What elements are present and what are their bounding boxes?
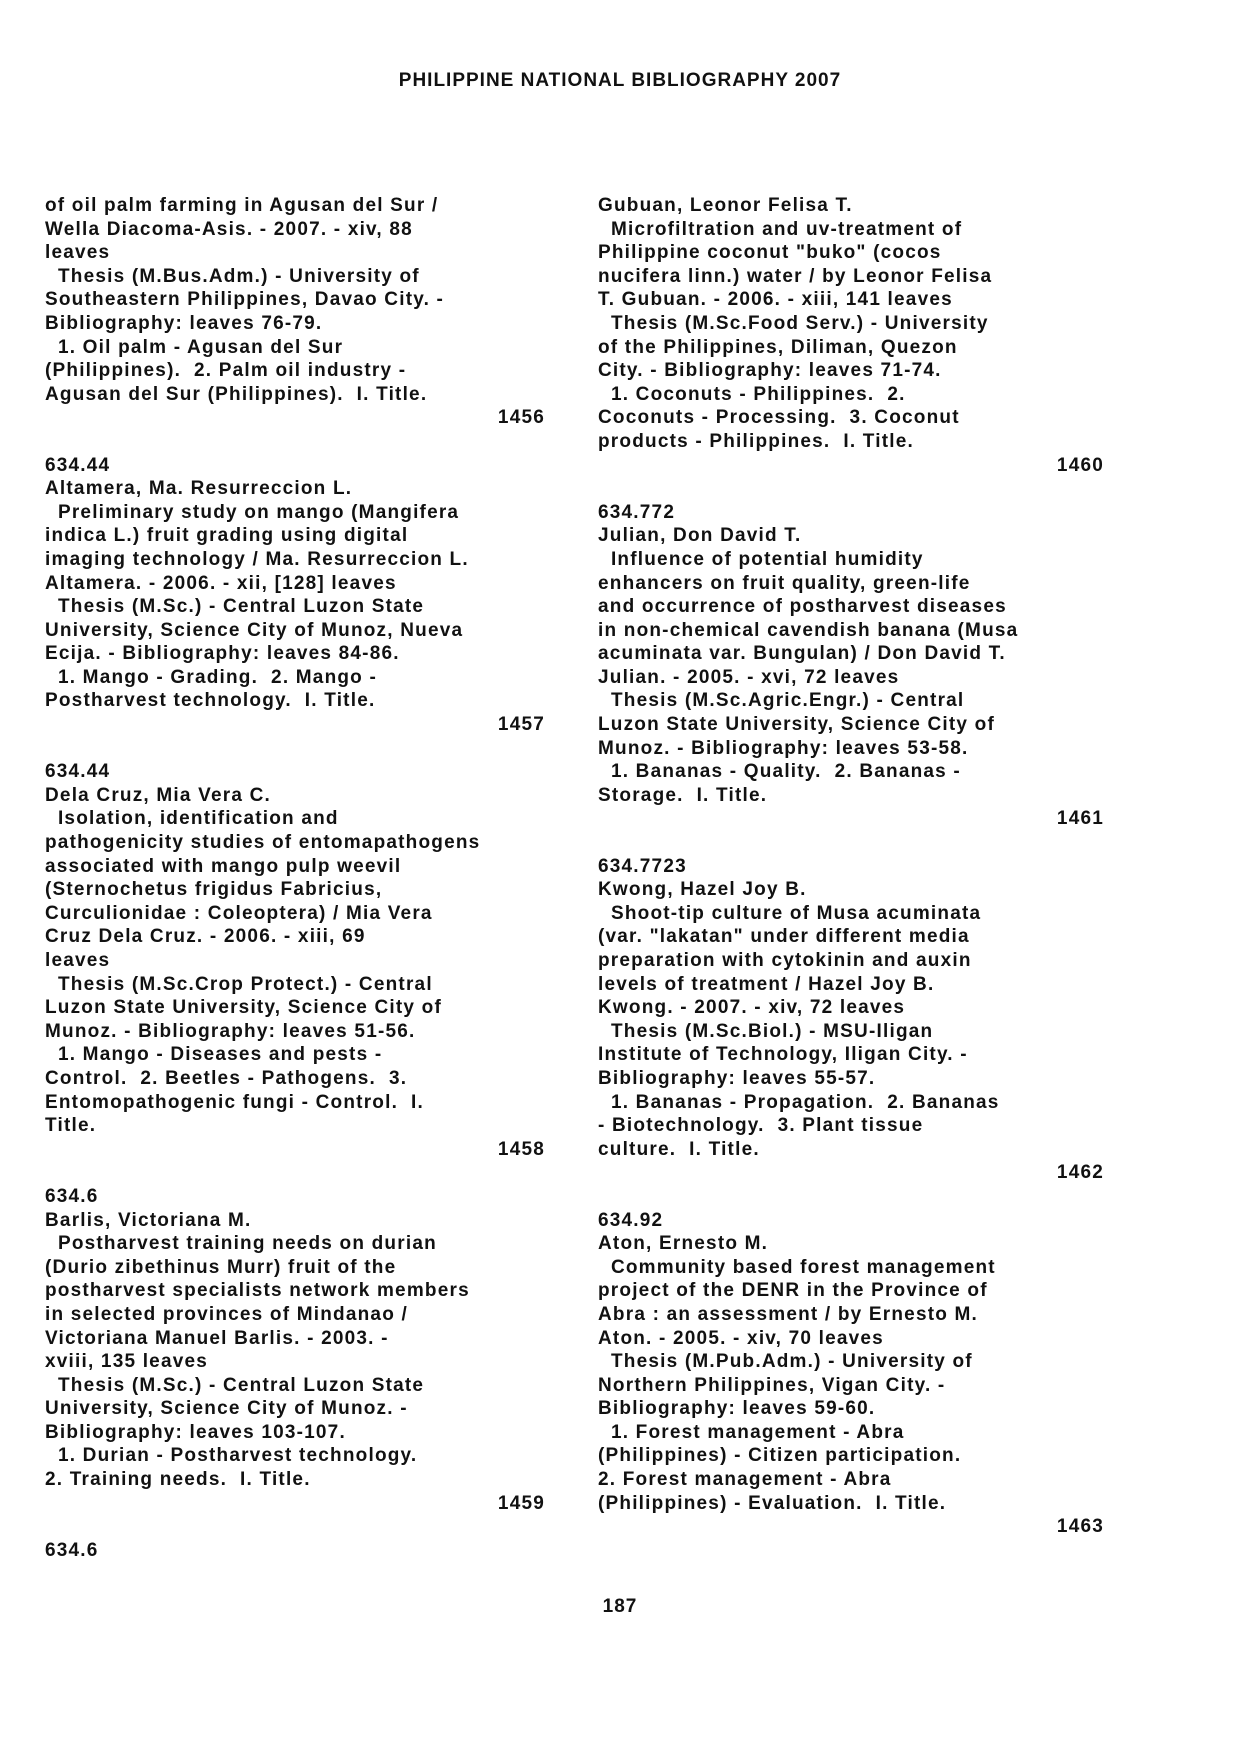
entry-line: Dela Cruz, Mia Vera C. [45,784,271,806]
entry-line: Cruz Dela Cruz. - 2006. - xiii, 69 [45,926,366,948]
entry-line: Southeastern Philippines, Davao City. - [45,289,445,311]
entry-line: Munoz. - Bibliography: leaves 51-56. [45,1020,416,1042]
entry-spacer [45,1515,545,1539]
entry-line: University, Science City of Munoz. - [45,1398,408,1420]
entry-line: Northern Philippines, Vigan City. - [598,1374,946,1396]
entry-line: Victoriana Manuel Barlis. - 2003. - [45,1327,389,1349]
entry-line: Influence of potential humidity [598,548,924,570]
entry-line: Aton. - 2005. - xiv, 70 leaves [598,1327,884,1349]
entry-line: project of the DENR in the Province of [598,1280,988,1302]
entry-line: in selected provinces of Mindanao / [45,1303,408,1325]
entry-line: of the Philippines, Diliman, Quezon [598,336,958,358]
entry-line: 2. Training needs. I. Title. [45,1469,311,1491]
entry-line: Aton, Ernesto M. [598,1233,769,1255]
bibliography-entry [598,501,1104,831]
entry-spacer [45,430,545,454]
entry-line: Bibliography: leaves 55-57. [598,1067,876,1089]
entry-line: levels of treatment / Hazel Joy B. [598,973,935,995]
entry-line: imaging technology / Ma. Resurreccion L. [45,548,469,570]
entry-line: Bibliography: leaves 59-60. [598,1398,876,1420]
entry-line: Thesis (M.Bus.Adm.) - University of [45,265,420,287]
entry-line: Kwong. - 2007. - xiv, 72 leaves [598,997,906,1019]
bibliography-entry [598,194,1104,477]
entry-line: 1. Mango - Grading. 2. Mango - [45,666,377,688]
entry-line: 634.6 [45,1185,99,1207]
entry-line: Isolation, identification and [45,808,339,830]
entry-line: Microfiltration and uv-treatment of [598,218,963,240]
entry-line: Shoot-tip culture of Musa acuminata [598,902,982,924]
entry-line: (Sternochetus frigidus Fabricius, [45,879,383,901]
entry-line: Bibliography: leaves 76-79. [45,312,323,334]
entry-number: 1457 [497,714,545,736]
entry-line: Title. [45,1115,97,1137]
entry-line: 1. Bananas - Propagation. 2. Bananas [598,1091,1000,1113]
entry-spacer [598,831,1104,855]
entry-number: 1458 [497,1138,545,1160]
entry-line: 1. Bananas - Quality. 2. Bananas - [598,761,961,783]
entry-line: Gubuan, Leonor Felisa T. [598,195,853,216]
entry-line: Thesis (M.Pub.Adm.) - University of [598,1351,973,1373]
page-header-title: PHILIPPINE NATIONAL BIBLIOGRAPHY 2007 [398,70,842,91]
entry-number: 1456 [497,407,545,429]
entry-line: in non-chemical cavendish banana (Musa [598,619,1019,641]
entry-line: Luzon State University, Science City of [598,714,995,736]
entry-line: 634.44 [45,761,111,783]
entry-line: postharvest specialists network members [45,1280,470,1302]
entry-line: (var. "lakatan" under different media [598,926,970,948]
entry-line: (Philippines). 2. Palm oil industry - [45,360,407,382]
entry-line: leaves [45,242,111,264]
entry-line: xviii, 135 leaves [45,1351,209,1373]
entry-spacer [45,1161,545,1185]
entry-line: 634.92 [598,1209,664,1231]
entry-line: Thesis (M.Sc.Food Serv.) - University [598,312,989,334]
entry-spacer [598,1185,1104,1209]
entry-line: and occurrence of postharvest diseases [598,596,1007,618]
entry-line: products - Philippines. I. Title. [598,430,914,452]
entry-line: Munoz. - Bibliography: leaves 53-58. [598,737,969,759]
entry-line: Philippine coconut "buko" (cocos [598,242,942,264]
entry-line: Postharvest training needs on durian [45,1233,437,1255]
entry-line: City. - Bibliography: leaves 71-74. [598,360,942,382]
entry-line: associated with mango pulp weevil [45,855,402,877]
right-column [598,194,1104,1539]
entry-line: Thesis (M.Sc.Biol.) - MSU-Iligan [598,1020,934,1042]
entry-line: Ecija. - Bibliography: leaves 84-86. [45,643,400,665]
entry-line: Curculionidae : Coleoptera) / Mia Vera [45,902,433,924]
entry-line: Preliminary study on mango (Mangifera [45,501,460,523]
entry-line: acuminata var. Bungulan) / Don David T. [598,643,1006,665]
entry-line: 1. Mango - Diseases and pests - [45,1044,383,1066]
entry-line: 1. Oil palm - Agusan del Sur [45,336,344,358]
entry-line: Postharvest technology. I. Title. [45,690,376,712]
entry-line: leaves [45,950,111,971]
entry-line: Julian. - 2005. - xvi, 72 leaves [598,666,900,688]
entry-line: Institute of Technology, Iligan City. - [598,1044,968,1066]
bibliography-entry [45,760,545,1161]
entry-line: Thesis (M.Sc.) - Central Luzon State [45,1374,425,1396]
entry-number: 1463 [1056,1516,1104,1538]
entry-line: Abra : an assessment / by Ernesto M. [598,1303,979,1325]
entry-number: 1461 [1056,808,1104,830]
entry-line: 634.7723 [598,855,687,877]
entry-line: preparation with cytokinin and auxin [598,950,972,971]
bibliography-entry [45,454,545,737]
entry-line: 634.6 [45,1539,99,1561]
entry-line: (Durio zibethinus Murr) fruit of the [45,1256,397,1278]
entry-line: enhancers on fruit quality, green-life [598,572,971,594]
entry-line: Kwong, Hazel Joy B. [598,879,807,901]
entry-line: 1. Durian - Postharvest technology. [45,1445,418,1467]
entry-line: Control. 2. Beetles - Pathogens. 3. [45,1067,408,1089]
entry-line: nucifera linn.) water / by Leonor Felisa [598,265,993,287]
entry-line: Wella Diacoma-Asis. - 2007. - xiv, 88 [45,218,413,240]
left-column [45,194,545,1562]
entry-line: Julian, Don David T. [598,525,802,547]
entry-line: Barlis, Victoriana M. [45,1209,252,1231]
entry-line: 634.772 [598,501,676,523]
bibliography-entry [45,194,545,430]
entry-line: (Philippines) - Evaluation. I. Title. [598,1492,947,1514]
entry-line: Coconuts - Processing. 3. Coconut [598,407,960,429]
entry-line: University, Science City of Munoz, Nueva [45,619,464,641]
entry-line: 634.44 [45,454,111,476]
entry-line: 2. Forest management - Abra [598,1469,892,1491]
entry-line: Luzon State University, Science City of [45,997,442,1019]
entry-line: - Biotechnology. 3. Plant tissue [598,1115,924,1137]
bibliography-entry [45,1185,545,1515]
entry-line: T. Gubuan. - 2006. - xiii, 141 leaves [598,289,953,311]
entry-line: Altamera. - 2006. - xii, [128] leaves [45,572,397,594]
bibliography-entry [45,1539,545,1563]
entry-line: 1. Forest management - Abra [598,1421,905,1443]
entry-spacer [598,477,1104,501]
entry-line: Thesis (M.Sc.Crop Protect.) - Central [45,973,433,995]
entry-line: 1. Coconuts - Philippines. 2. [598,383,906,405]
bibliography-entry [598,1209,1104,1539]
entry-line: culture. I. Title. [598,1138,760,1160]
entry-line: Agusan del Sur (Philippines). I. Title. [45,383,428,405]
entry-line: Thesis (M.Sc.) - Central Luzon State [45,596,425,618]
entry-line: Entomopathogenic fungi - Control. I. [45,1091,424,1113]
entry-line: Bibliography: leaves 103-107. [45,1421,346,1443]
entry-number: 1460 [1056,454,1104,476]
entry-line: of oil palm farming in Agusan del Sur / [45,195,439,216]
entry-line: (Philippines) - Citizen participation. [598,1445,962,1467]
page-number: 187 [602,1596,638,1617]
entry-line: pathogenicity studies of entomapathogens [45,832,481,854]
entry-number: 1459 [497,1492,545,1514]
entry-line: Community based forest management [598,1256,996,1278]
entry-line: Thesis (M.Sc.Agric.Engr.) - Central [598,690,965,712]
entry-line: Storage. I. Title. [598,784,768,806]
bibliography-entry [598,855,1104,1185]
entry-line: Altamera, Ma. Resurreccion L. [45,478,353,500]
entry-spacer [45,737,545,761]
entry-line: indica L.) fruit grading using digital [45,525,409,547]
entry-number: 1462 [1056,1162,1104,1184]
